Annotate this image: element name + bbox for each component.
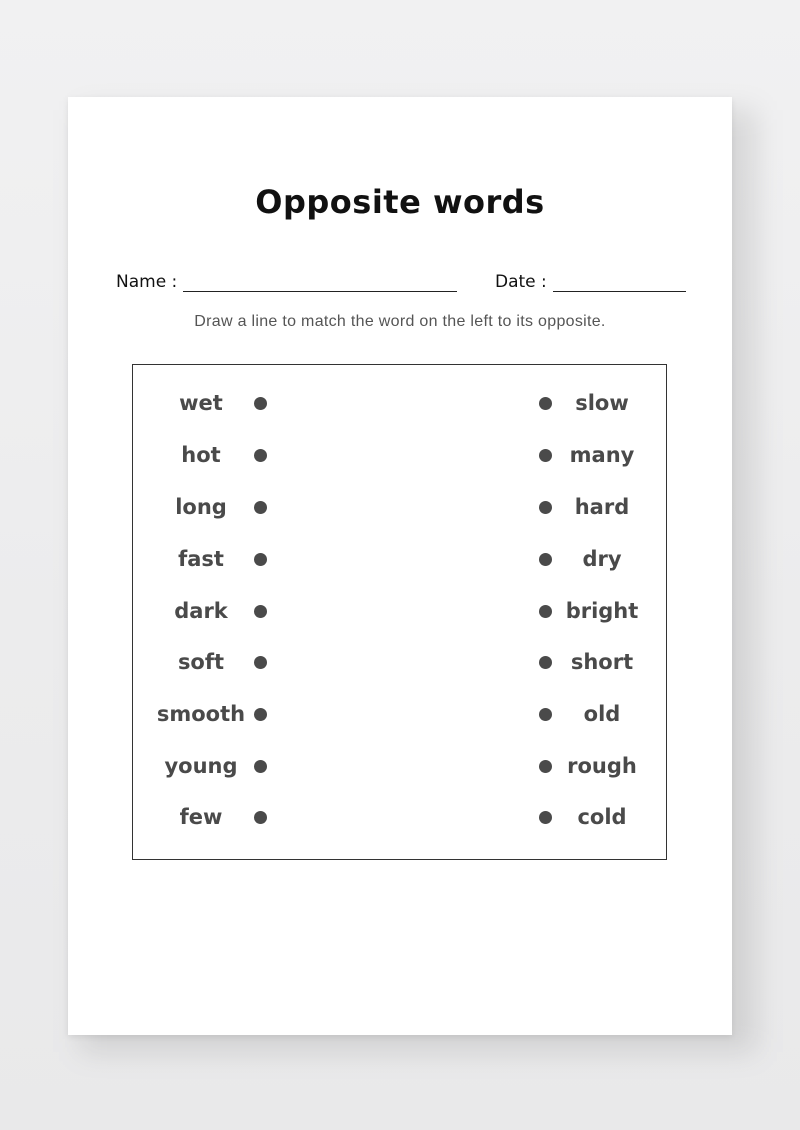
instructions: Draw a line to match the word on the left to its opposite. [194,313,606,330]
left-word: smooth [156,702,246,726]
match-row [133,493,668,523]
worksheet-title: Opposite words [255,183,545,221]
match-row [133,545,668,575]
left-dot[interactable] [254,397,267,410]
name-label: Name : [116,272,178,292]
date-field [495,272,686,292]
match-row [133,700,668,730]
right-word: bright [565,599,639,623]
left-word: long [175,495,227,519]
left-word: few [179,805,223,829]
right-word: slow [575,391,629,415]
right-word: many [569,443,635,467]
left-word: fast [178,547,224,571]
worksheet-page [68,97,732,1035]
left-dot[interactable] [254,449,267,462]
left-word: wet [179,391,223,415]
match-row [133,752,668,782]
left-dot[interactable] [254,760,267,773]
match-row [133,597,668,627]
match-row [133,648,668,678]
date-line[interactable] [553,273,686,292]
date-label: Date : [495,272,547,292]
match-row [133,441,668,471]
left-dot[interactable] [254,553,267,566]
right-word: old [583,702,621,726]
left-word: soft [177,650,225,674]
right-word: rough [567,754,637,778]
left-dot[interactable] [254,501,267,514]
left-dot[interactable] [254,811,267,824]
left-dot[interactable] [254,708,267,721]
left-word: young [164,754,238,778]
right-word: cold [577,805,627,829]
right-word: dry [582,547,622,571]
left-dot[interactable] [254,605,267,618]
left-word: hot [181,443,221,467]
right-word: hard [574,495,630,519]
left-dot[interactable] [254,656,267,669]
right-word: short [570,650,634,674]
matching-box [132,364,667,860]
name-field [116,272,457,292]
match-row [133,803,668,833]
left-word: dark [174,599,228,623]
match-row [133,389,668,419]
name-line[interactable] [183,273,457,292]
